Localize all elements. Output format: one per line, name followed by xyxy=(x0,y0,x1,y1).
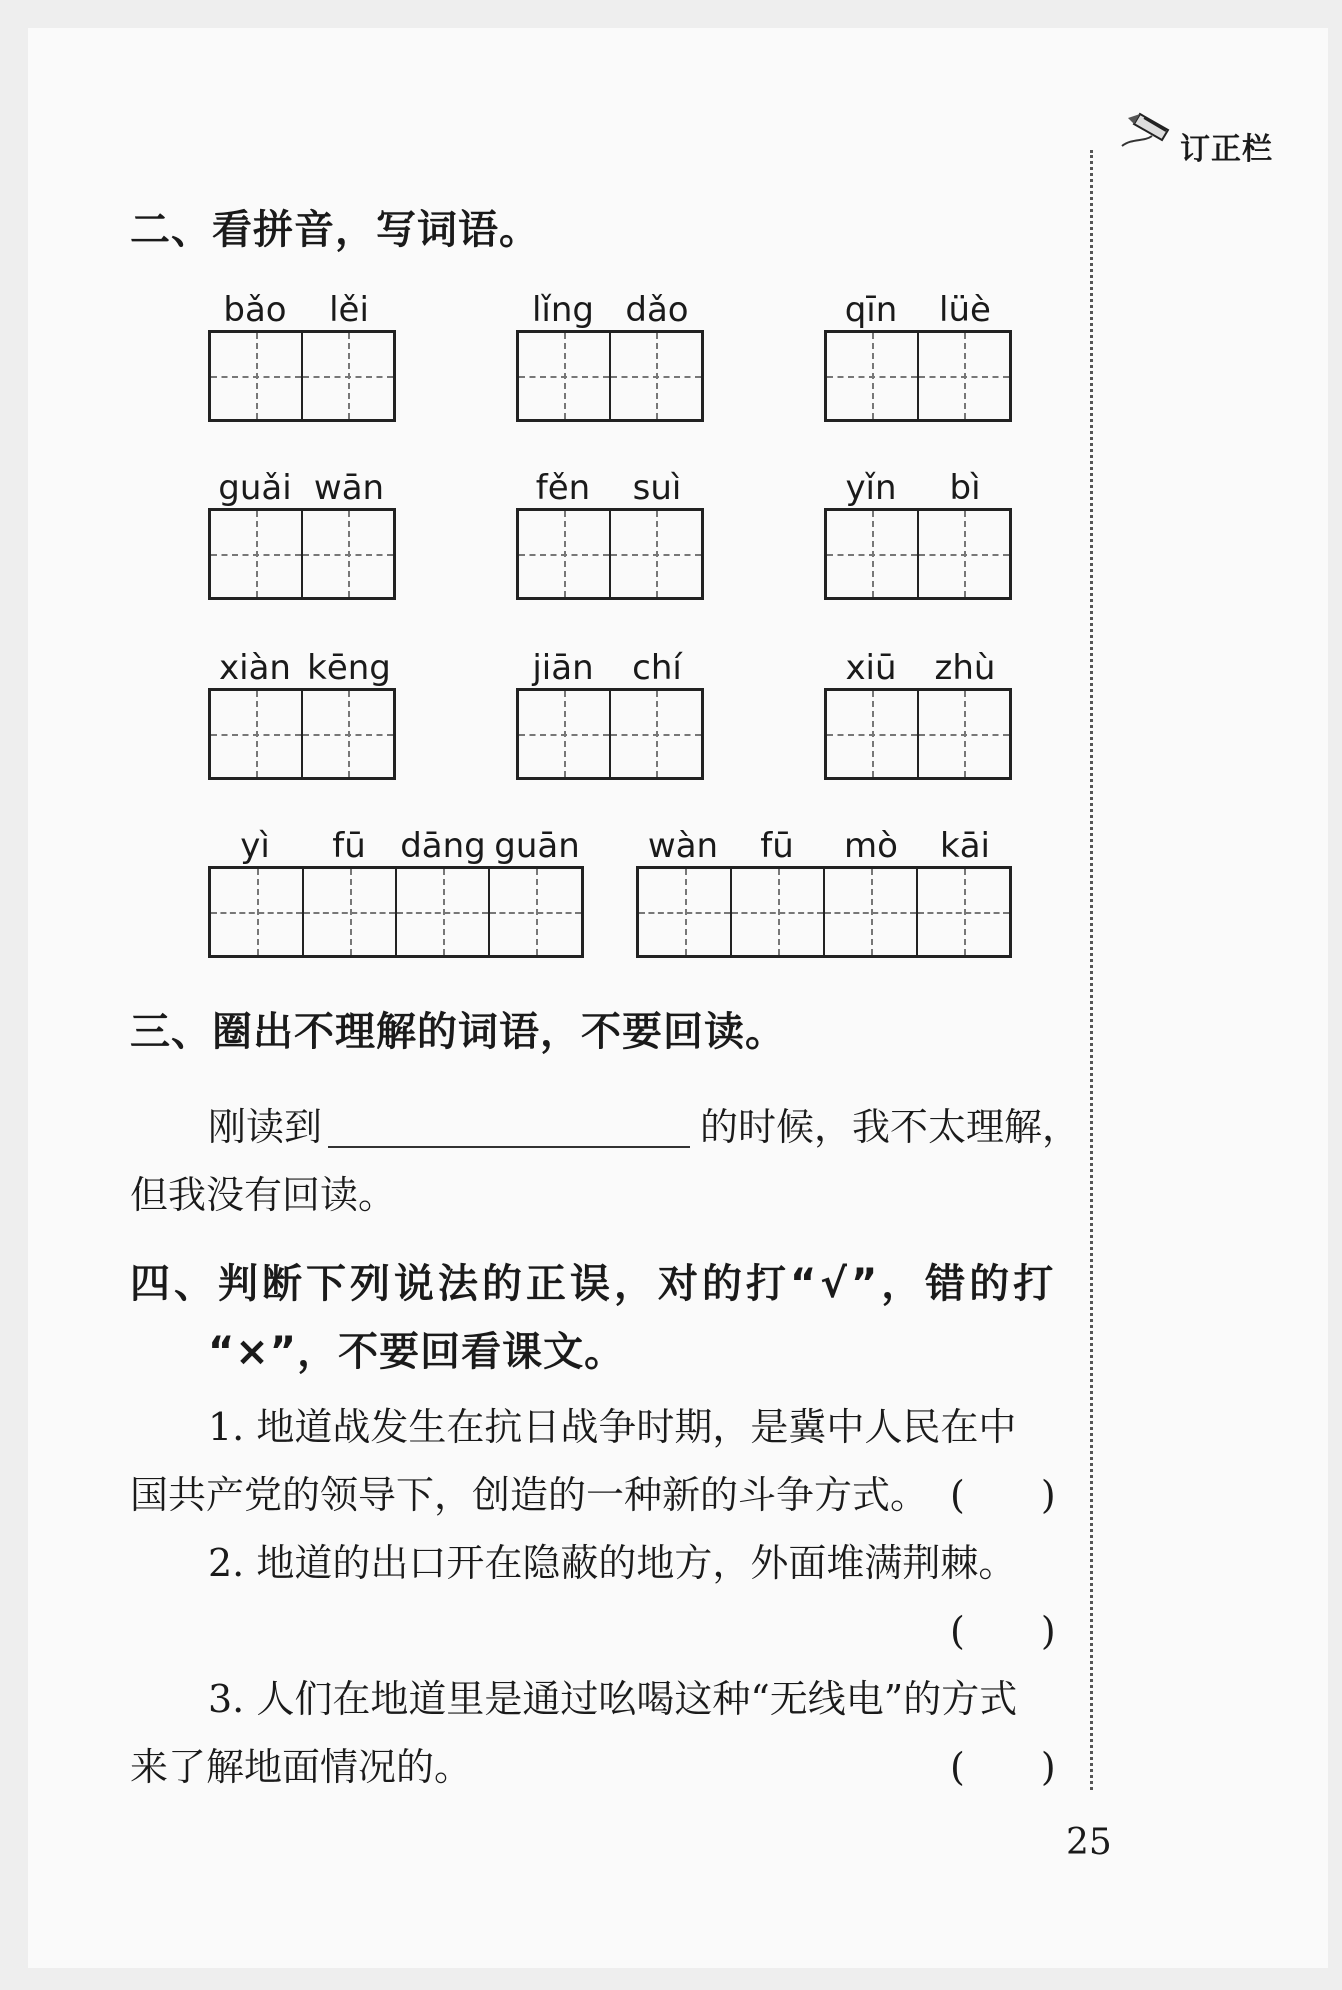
writing-cell[interactable] xyxy=(395,869,488,955)
pinyin-label: bǎo xyxy=(223,290,287,330)
pinyin-label: lǐng xyxy=(531,290,595,330)
writing-cell[interactable] xyxy=(301,691,393,777)
writing-cell[interactable] xyxy=(301,511,393,597)
pencil-icon xyxy=(1118,108,1174,152)
pinyin-label: kēng xyxy=(307,648,391,688)
pinyin-label: lüè xyxy=(939,290,991,330)
pinyin-label: fěn xyxy=(535,468,591,508)
section-4-title-line-1: 四、判断下列说法的正误，对的打“√”，错的打 xyxy=(130,1261,1058,1307)
writing-box[interactable] xyxy=(208,866,584,958)
pinyin-label: yǐn xyxy=(845,468,897,508)
writing-box[interactable] xyxy=(208,688,396,780)
pinyin-label: chí xyxy=(632,648,682,688)
item-1-line-2: 国共产党的领导下，创造的一种新的斗争方式。 xyxy=(130,1473,929,1517)
writing-cell[interactable] xyxy=(301,333,393,419)
item-3-answer-parentheses[interactable]: ( ) xyxy=(950,1745,1056,1789)
correction-column-divider xyxy=(1090,150,1093,1790)
writing-cell[interactable] xyxy=(519,691,609,777)
writing-box[interactable] xyxy=(208,508,396,600)
writing-box[interactable] xyxy=(824,508,1012,600)
writing-cell[interactable] xyxy=(730,869,823,955)
pinyin-label: guǎi xyxy=(218,468,292,508)
writing-cell[interactable] xyxy=(827,691,917,777)
pinyin-label: dǎo xyxy=(625,290,689,330)
item-3-line-1: 3. 人们在地道里是通过吆喝这种“无线电”的方式 xyxy=(208,1677,1018,1721)
writing-cell[interactable] xyxy=(211,333,301,419)
writing-cell[interactable] xyxy=(917,691,1009,777)
section-3-title: 三、圈出不理解的词语，不要回读。 xyxy=(130,1009,786,1055)
pinyin-label: fū xyxy=(332,826,366,866)
writing-cell[interactable] xyxy=(639,869,730,955)
writing-cell[interactable] xyxy=(211,511,301,597)
writing-cell[interactable] xyxy=(609,691,701,777)
writing-box[interactable] xyxy=(516,508,704,600)
pinyin-label: suì xyxy=(632,468,682,508)
pinyin-label: dāng xyxy=(400,826,486,866)
pinyin-label: wān xyxy=(313,468,385,508)
writing-box[interactable] xyxy=(516,330,704,422)
fill-in-blank-line[interactable] xyxy=(328,1146,690,1148)
item-1-line-1: 1. 地道战发生在抗日战争时期，是冀中人民在中 xyxy=(208,1405,1017,1449)
item-2-line-1: 2. 地道的出口开在隐蔽的地方，外面堆满荆棘。 xyxy=(208,1541,1017,1585)
writing-cell[interactable] xyxy=(302,869,395,955)
writing-cell[interactable] xyxy=(609,333,701,419)
writing-box[interactable] xyxy=(208,330,396,422)
section-4-title-line-2: “×”，不要回看课文。 xyxy=(208,1329,626,1375)
item-2-answer-parentheses[interactable]: ( ) xyxy=(950,1609,1056,1653)
writing-cell[interactable] xyxy=(916,869,1009,955)
pinyin-label: jiān xyxy=(532,648,594,688)
sentence-start: 刚读到 xyxy=(208,1105,323,1149)
pinyin-label: guān xyxy=(494,826,580,866)
pinyin-label: kāi xyxy=(940,826,990,866)
writing-cell[interactable] xyxy=(488,869,581,955)
page-number: 25 xyxy=(1066,1822,1112,1863)
writing-cell[interactable] xyxy=(823,869,916,955)
pinyin-label: lěi xyxy=(329,290,369,330)
writing-cell[interactable] xyxy=(917,511,1009,597)
writing-cell[interactable] xyxy=(827,511,917,597)
writing-cell[interactable] xyxy=(917,333,1009,419)
writing-cell[interactable] xyxy=(211,691,301,777)
pinyin-label: wàn xyxy=(647,826,719,866)
item-1-answer-parentheses[interactable]: ( ) xyxy=(950,1473,1056,1517)
item-3-line-2: 来了解地面情况的。 xyxy=(130,1745,473,1789)
pinyin-label: bì xyxy=(949,468,981,508)
writing-cell[interactable] xyxy=(519,333,609,419)
writing-box[interactable] xyxy=(516,688,704,780)
pinyin-label: xiàn xyxy=(219,648,291,688)
writing-box[interactable] xyxy=(636,866,1012,958)
pinyin-label: qīn xyxy=(844,290,898,330)
pinyin-label: fū xyxy=(760,826,794,866)
writing-box[interactable] xyxy=(824,330,1012,422)
writing-cell[interactable] xyxy=(519,511,609,597)
pinyin-label: yì xyxy=(240,826,270,866)
correction-column-label: 订正栏 xyxy=(1180,132,1273,167)
section-2-title: 二、看拼音，写词语。 xyxy=(130,207,540,253)
sentence-end: 的时候，我不太理解， xyxy=(700,1105,1081,1149)
writing-box[interactable] xyxy=(824,688,1012,780)
sentence-line-2: 但我没有回读。 xyxy=(130,1173,397,1217)
pinyin-label: mò xyxy=(844,826,898,866)
writing-cell[interactable] xyxy=(211,869,302,955)
pinyin-label: zhù xyxy=(934,648,996,688)
writing-cell[interactable] xyxy=(609,511,701,597)
writing-cell[interactable] xyxy=(827,333,917,419)
pinyin-label: xiū xyxy=(845,648,897,688)
